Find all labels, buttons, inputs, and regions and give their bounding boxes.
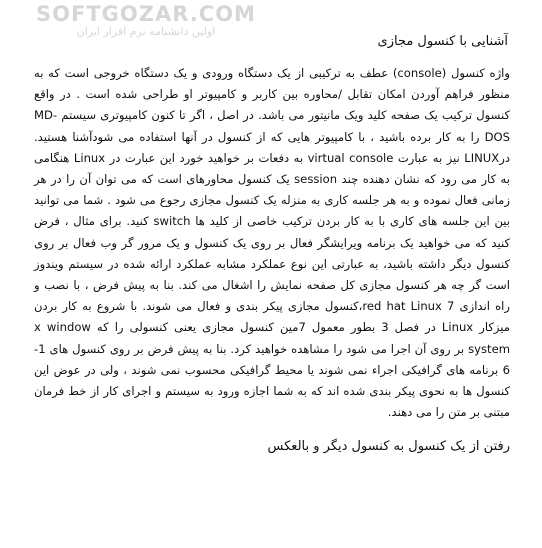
- section-heading: رفتن از یک کنسول به کنسول دیگر و بالعکس: [267, 439, 510, 455]
- document-page: [34, 34, 510, 454]
- body-paragraph: واژه کنسول (console) عطف به ترکیبی از یک دستگاه ورودی و یک دستگاه خروجی است که به منظور فراهم آوردن امکان تقابل /محاوره بین کاربر و کامپیوتر او طراحی شده است . در واقع کنسول ترکیب یک صفحه کلید ویک مانیتور می باشد. در اصل ، اگر تا کنون کامپیوتری سیستم MD-DOS را به کار برده باشید ، با کامپیوتر هایی که از کنسول در آنها استفاده می شودآشنا هستید. درLINUX نیز به عبارت virtual console به دفعات بر خواهید خورد این عبارت در Linux هنگامی به کار می رود که نشان دهنده چند session یک کنسول محاورهای است که می توان آن را در هر زمانی فعال نموده و به هر جلسه کاری به منزله یک کنسول مجازی رجوع می شود . شما می توانید بین این جلسه های کاری با به کار بردن ترکیب خاصی از کلید ها switch کنید. برای مثال ، فرض کنید که می خواهید یک برنامه ویرایشگر فعال بر روی یک کنسول و یک مرور گر وب فعال بر روی کنسول دیگر داشته باشید، به عبارتی این نوع عملکرد مشابه عملکرد ارائه شده در سیستم ویندوز است گر چه هر کنسول مجازی کل صفحه نمایش را اشغال می کند. بنا به پیش فرض ، با نصب و راه اندازی red hat Linux 7،کنسول مجازی پیکر بندی و فعال می شوند. با شروع به کار بردن میزکار Linux در فصل 3 بطور معمول 7مین کنسول مجازی یعنی کنسولی را که x window system بر روی آن اجرا می شود را مشاهده خواهید کرد. بنا به پیش فرض بر روی کنسول های 1-6 برنامه های گرافیکی اجراء نمی شوند یا محیط گرافیکی محسوب نمی شوند ، ولی در عوض این کنسول ها به نحوی پیکر بندی شده اند که به شما اجازه ورود به سیستم و اجرای کار از خط فرمان مبتنی بر متن را می دهند.: [34, 66, 510, 420]
- watermark-brand: SOFTGOZAR.COM: [36, 2, 256, 26]
- watermark-subtitle: اولین دانشنامه نرم افزار ایران: [76, 25, 216, 39]
- page-title: آشنایی با کنسول مجازی: [377, 34, 508, 49]
